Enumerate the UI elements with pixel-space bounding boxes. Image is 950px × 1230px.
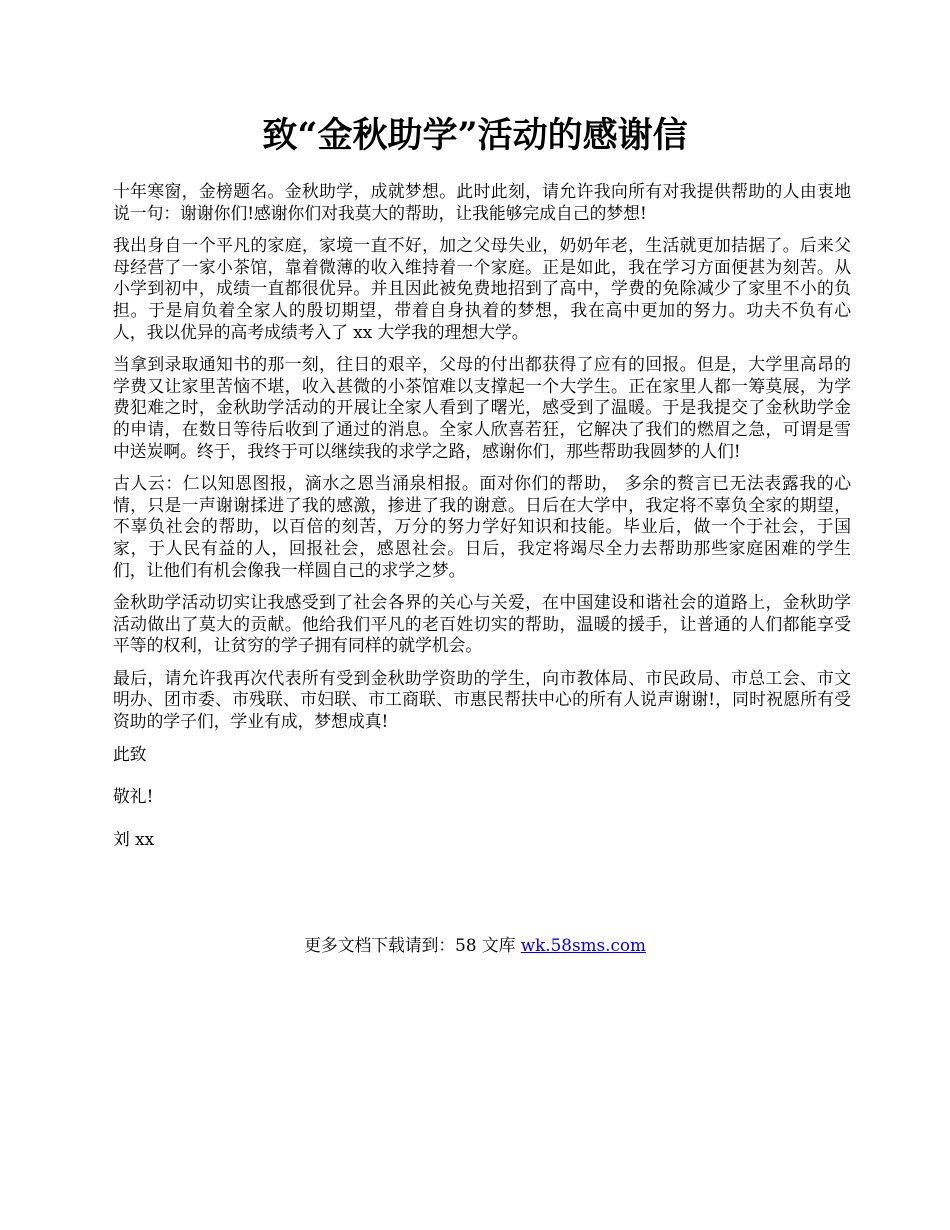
signature: 刘 xx [113,828,155,849]
download-footer [0,934,950,956]
paragraph-2: 我出身自一个平凡的家庭，家境一直不好，加之父母失业，奶奶年老，生活就更加拮据了。后来父母经营了一家小茶馆，靠着微薄的收入维持着一个家庭。正是如此，我在学习方面便甚为刻苦。从小学到初中，成绩一直都很优异。并且因此被免费地招到了高中，学费的免除减少了家里不小的负担。于是肩负着全家人的殷切期望，带着自身执着的梦想，我在高中更加的努力。功夫不负有心人，我以优异的高考成绩考入了 xx 大学我的理想大学。 [113,235,851,342]
paragraph-3: 当拿到录取通知书的那一刻，往日的艰辛，父母的付出都获得了应有的回报。但是，大学里高昂的学费又让家里苦恼不堪，收入甚微的小茶馆难以支撑起一个大学生。正在家里人都一筹莫展，为学费犯难之时，金秋助学活动的开展让全家人看到了曙光，感受到了温暖。于是我提交了金秋助学金的申请，在数日等待后收到了通过的消息。全家人欣喜若狂，它解决了我们的燃眉之急，可谓是雪中送炭啊。终于，我终于可以继续我的求学之路，感谢你们，那些帮助我圆梦的人们! [113,354,851,461]
closing-regards: 敬礼! [113,786,154,807]
paragraph-1: 十年寒窗，金榜题名。金秋助学，成就梦想。此时此刻，请允许我向所有对我提供帮助的人由衷地说一句：谢谢你们!感谢你们对我莫大的帮助，让我能够完成自己的梦想! [113,181,851,223]
letter-body [113,181,851,861]
paragraph-5: 金秋助学活动切实让我感受到了社会各界的关心与关爱，在中国建设和谐社会的道路上，金秋助学活动做出了莫大的贡献。他给我们平凡的老百姓切实的帮助，温暖的援手，让普通的人们都能享受平等的权利，让贫穷的学子拥有同样的就学机会。 [113,592,851,656]
document-title: 致“金秋助学”活动的感谢信 [262,115,688,156]
footer-link[interactable]: wk.58sms.com [520,935,646,955]
paragraph-6: 最后，请允许我再次代表所有受到金秋助学资助的学生，向市教体局、市民政局、市总工会、市文明办、团市委、市残联、市妇联、市工商联、市惠民帮扶中心的所有人说声谢谢!，同时祝愿所有受资助的学子们，学业有成，梦想成真! [113,667,851,732]
closing-salutation: 此致 [113,743,147,764]
paragraph-4: 古人云：仁以知恩图报，滴水之恩当涌泉相报。面对你们的帮助， 多余的赘言已无法表露我的心情，只是一声谢谢揉进了我的感激，掺进了我的谢意。日后在大学中，我定将不辜负全家的期望，不辜负社会的帮助，以百倍的刻苦，万分的努力学好知识和技能。毕业后，做一个于社会，于国家，于人民有益的人，回报社会，感恩社会。日后，我定将竭尽全力去帮助那些家庭困难的学生们，让他们有机会像我一样圆自己的求学之梦。 [113,473,851,580]
footer-prefix: 更多文档下载请到：58 文库 [304,935,521,955]
